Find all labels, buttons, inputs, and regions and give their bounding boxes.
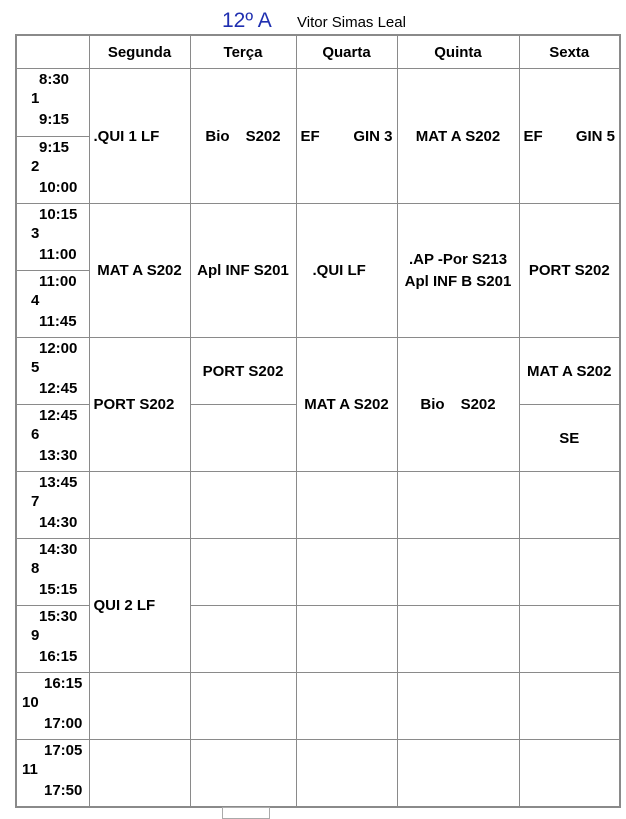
period-start: 16:15 — [44, 675, 83, 692]
period-end: 11:00 — [39, 246, 77, 263]
period-end: 11:45 — [39, 313, 77, 330]
period-row — [16, 673, 620, 740]
class-cell: MAT A S202 — [397, 69, 519, 204]
period-start: 15:30 — [39, 608, 78, 625]
teacher-name: Vitor Simas Leal — [297, 14, 406, 31]
corner-cell — [16, 35, 89, 69]
empty-cell — [397, 472, 519, 539]
empty-cell — [397, 606, 519, 673]
period-number: 7 — [31, 493, 40, 510]
class-cell: PORT S202 — [190, 338, 296, 405]
period-number: 1 — [31, 90, 40, 107]
class-room: S202 — [245, 127, 281, 145]
period-row — [16, 539, 620, 606]
empty-cell — [190, 539, 296, 606]
empty-cell — [296, 539, 397, 606]
empty-cell — [190, 472, 296, 539]
class-cell: MAT A S202 — [89, 204, 190, 338]
period-time-cell — [16, 69, 89, 137]
period-time-cell — [16, 271, 89, 338]
class-room: S202 — [460, 396, 496, 413]
class-cell: Apl INF S201 — [190, 204, 296, 338]
class-cell — [190, 69, 296, 204]
class-subject: Bio — [420, 396, 445, 413]
class-cell: .QUI 1 LF — [89, 69, 190, 204]
period-end: 10:00 — [39, 179, 78, 196]
period-time-cell — [16, 740, 89, 808]
period-row — [16, 204, 620, 271]
empty-cell — [397, 673, 519, 740]
period-row — [16, 69, 620, 137]
empty-cell — [190, 673, 296, 740]
empty-cell — [519, 673, 620, 740]
period-time-cell — [16, 137, 89, 204]
period-end: 13:30 — [39, 447, 78, 464]
footer-control — [222, 807, 270, 819]
class-cell: SE — [519, 405, 620, 472]
day-header: Segunda — [89, 35, 190, 69]
day-header: Quinta — [397, 35, 519, 69]
timetable-header — [0, 8, 626, 34]
empty-cell — [397, 740, 519, 808]
period-number: 11 — [22, 761, 38, 778]
period-number: 5 — [31, 359, 40, 376]
day-header-row — [16, 35, 620, 69]
class-cell — [397, 338, 519, 472]
timetable — [15, 34, 621, 808]
period-time-cell — [16, 338, 89, 405]
period-number: 9 — [31, 627, 40, 644]
period-time-cell — [16, 472, 89, 539]
empty-cell — [190, 405, 296, 472]
period-time-cell — [16, 539, 89, 606]
period-end: 9:15 — [39, 111, 70, 128]
empty-cell — [397, 539, 519, 606]
class-cell: MAT A S202 — [519, 338, 620, 405]
day-header: Sexta — [519, 35, 620, 69]
period-number: 3 — [31, 225, 40, 242]
empty-cell — [519, 472, 620, 539]
day-header: Quarta — [296, 35, 397, 69]
period-number: 4 — [31, 292, 40, 309]
class-subject: EF — [523, 127, 543, 145]
period-start: 17:05 — [44, 742, 83, 759]
period-time-cell — [16, 204, 89, 271]
period-number: 6 — [31, 426, 40, 443]
period-start: 13:45 — [39, 474, 78, 491]
empty-cell — [190, 606, 296, 673]
empty-cell — [296, 606, 397, 673]
empty-cell — [89, 472, 190, 539]
class-cell — [519, 69, 620, 204]
period-end: 17:00 — [44, 715, 83, 732]
empty-cell — [296, 472, 397, 539]
period-row — [16, 472, 620, 539]
empty-cell — [519, 740, 620, 808]
class-cell: MAT A S202 — [296, 338, 397, 472]
period-start: 14:30 — [39, 541, 78, 558]
period-end: 15:15 — [39, 581, 78, 598]
day-header: Terça — [190, 35, 296, 69]
period-row — [16, 338, 620, 405]
class-cell — [397, 204, 519, 338]
period-time-cell — [16, 673, 89, 740]
empty-cell — [296, 673, 397, 740]
period-end: 16:15 — [39, 648, 78, 665]
period-start: 12:45 — [39, 407, 78, 424]
period-start: 8:30 — [39, 71, 70, 88]
class-cell: PORT S202 — [519, 204, 620, 338]
class-line: Apl INF B S201 — [404, 272, 512, 290]
period-start: 10:15 — [39, 206, 78, 223]
empty-cell — [89, 740, 190, 808]
period-number: 8 — [31, 560, 40, 577]
period-end: 14:30 — [39, 514, 78, 531]
class-line: .AP -Por S213 — [408, 250, 508, 268]
class-cell: .QUI LF — [296, 204, 397, 338]
period-start: 12:00 — [39, 340, 78, 357]
class-cell: PORT S202 — [89, 338, 190, 472]
empty-cell — [519, 539, 620, 606]
empty-cell — [190, 740, 296, 808]
period-time-cell — [16, 606, 89, 673]
class-subject: Bio — [205, 127, 230, 145]
period-end: 12:45 — [39, 380, 78, 397]
empty-cell — [89, 673, 190, 740]
class-cell: QUI 2 LF — [89, 539, 190, 673]
period-number: 2 — [31, 158, 40, 175]
class-subject: EF — [300, 127, 320, 145]
class-cell — [296, 69, 397, 204]
period-number: 10 — [22, 694, 39, 711]
period-end: 17:50 — [44, 782, 83, 799]
period-time-cell — [16, 405, 89, 472]
class-room: GIN 5 — [575, 127, 615, 145]
period-start: 9:15 — [39, 139, 70, 156]
empty-cell — [296, 740, 397, 808]
period-start: 11:00 — [39, 273, 77, 290]
class-title: 12º A — [222, 9, 272, 32]
period-row — [16, 740, 620, 808]
empty-cell — [519, 606, 620, 673]
class-room: GIN 3 — [353, 127, 393, 145]
